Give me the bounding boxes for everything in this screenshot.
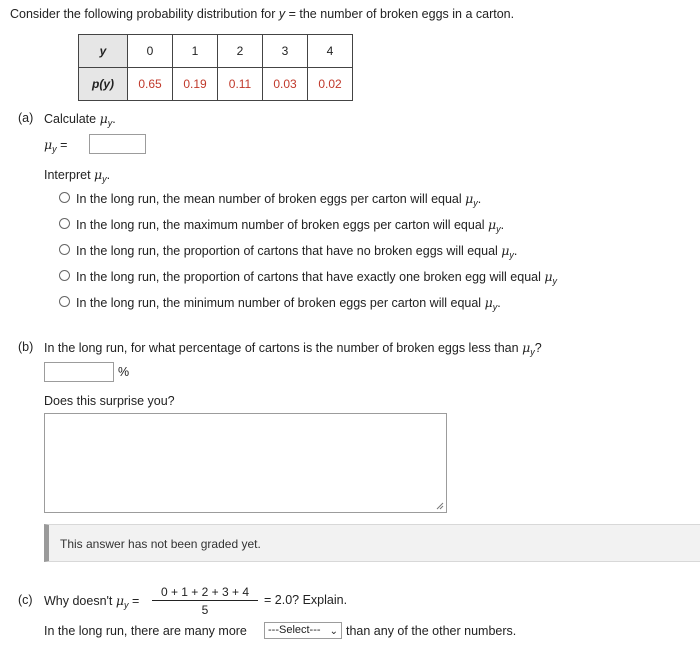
distribution-table: [78, 34, 353, 101]
mu-input[interactable]: [89, 134, 146, 154]
surprise-textarea[interactable]: [44, 413, 447, 513]
resize-handle-icon[interactable]: [436, 502, 444, 510]
surprise-label: Does this surprise you?: [44, 394, 175, 408]
part-c-sentence-end: than any of the other numbers.: [346, 624, 517, 638]
part-c-prompt: Why doesn't $\mu_y$ =: [44, 593, 140, 610]
table-cell: 0.02: [308, 68, 353, 101]
intro-text: Consider the following probability distribution for y = the number of broken eggs in a carton.: [10, 7, 515, 21]
option-radio-1[interactable]: [59, 218, 70, 229]
part-c-letter: (c): [18, 593, 33, 607]
option-label-4[interactable]: In the long run, the minimum number of broken eggs per carton will equal $\mu_y$.: [76, 295, 501, 312]
grading-status-text: This answer has not been graded yet.: [60, 537, 261, 551]
option-radio-3[interactable]: [59, 270, 70, 281]
part-c-result: = 2.0? Explain.: [264, 593, 348, 607]
row-label-py: p(y): [79, 68, 128, 101]
interpret-label: Interpret $\mu_y$.: [44, 167, 111, 184]
table-cell: 2: [218, 35, 263, 68]
fraction-denominator: 5: [201, 603, 209, 617]
option-radio-4[interactable]: [59, 296, 70, 307]
grading-status-panel: [44, 524, 700, 562]
part-c-select[interactable]: ---Select--- ⌄: [264, 622, 342, 639]
fraction-numerator: 0 + 1 + 2 + 3 + 4: [160, 585, 250, 599]
table-cell: 0: [128, 35, 173, 68]
table-cell: 4: [308, 35, 353, 68]
option-label-2[interactable]: In the long run, the proportion of cartons that have no broken eggs will equal $\mu_y$.: [76, 243, 518, 260]
table-cell: 3: [263, 35, 308, 68]
part-c-sentence-start: In the long run, there are many more: [44, 624, 247, 638]
part-b-letter: (b): [18, 340, 34, 354]
mu-label: $\mu_y$ =: [44, 137, 68, 154]
percent-input[interactable]: [44, 362, 114, 382]
option-label-1[interactable]: In the long run, the maximum number of broken eggs per carton will equal $\mu_y$.: [76, 217, 505, 234]
fraction-bar: [152, 600, 258, 601]
percent-sign: %: [118, 365, 130, 379]
table-cell: 0.19: [173, 68, 218, 101]
table-cell: 0.03: [263, 68, 308, 101]
option-radio-0[interactable]: [59, 192, 70, 203]
part-b-prompt: In the long run, for what percentage of cartons is the number of broken eggs less than $\mu_y$?: [44, 340, 542, 357]
part-a-prompt: Calculate $\mu_y$.: [44, 111, 116, 128]
row-label-y: y: [79, 35, 128, 68]
table-cell: 0.65: [128, 68, 173, 101]
chevron-down-icon: ⌄: [329, 626, 338, 637]
table-cell: 0.11: [218, 68, 263, 101]
table-row-py: [79, 68, 353, 101]
table-row-y: [79, 35, 353, 68]
option-radio-2[interactable]: [59, 244, 70, 255]
part-a-letter: (a): [18, 111, 34, 125]
option-label-3[interactable]: In the long run, the proportion of cartons that have exactly one broken egg will equal $\mu_y$: [76, 269, 557, 286]
option-label-0[interactable]: In the long run, the mean number of broken eggs per carton will equal $\mu_y$.: [76, 191, 482, 208]
table-cell: 1: [173, 35, 218, 68]
